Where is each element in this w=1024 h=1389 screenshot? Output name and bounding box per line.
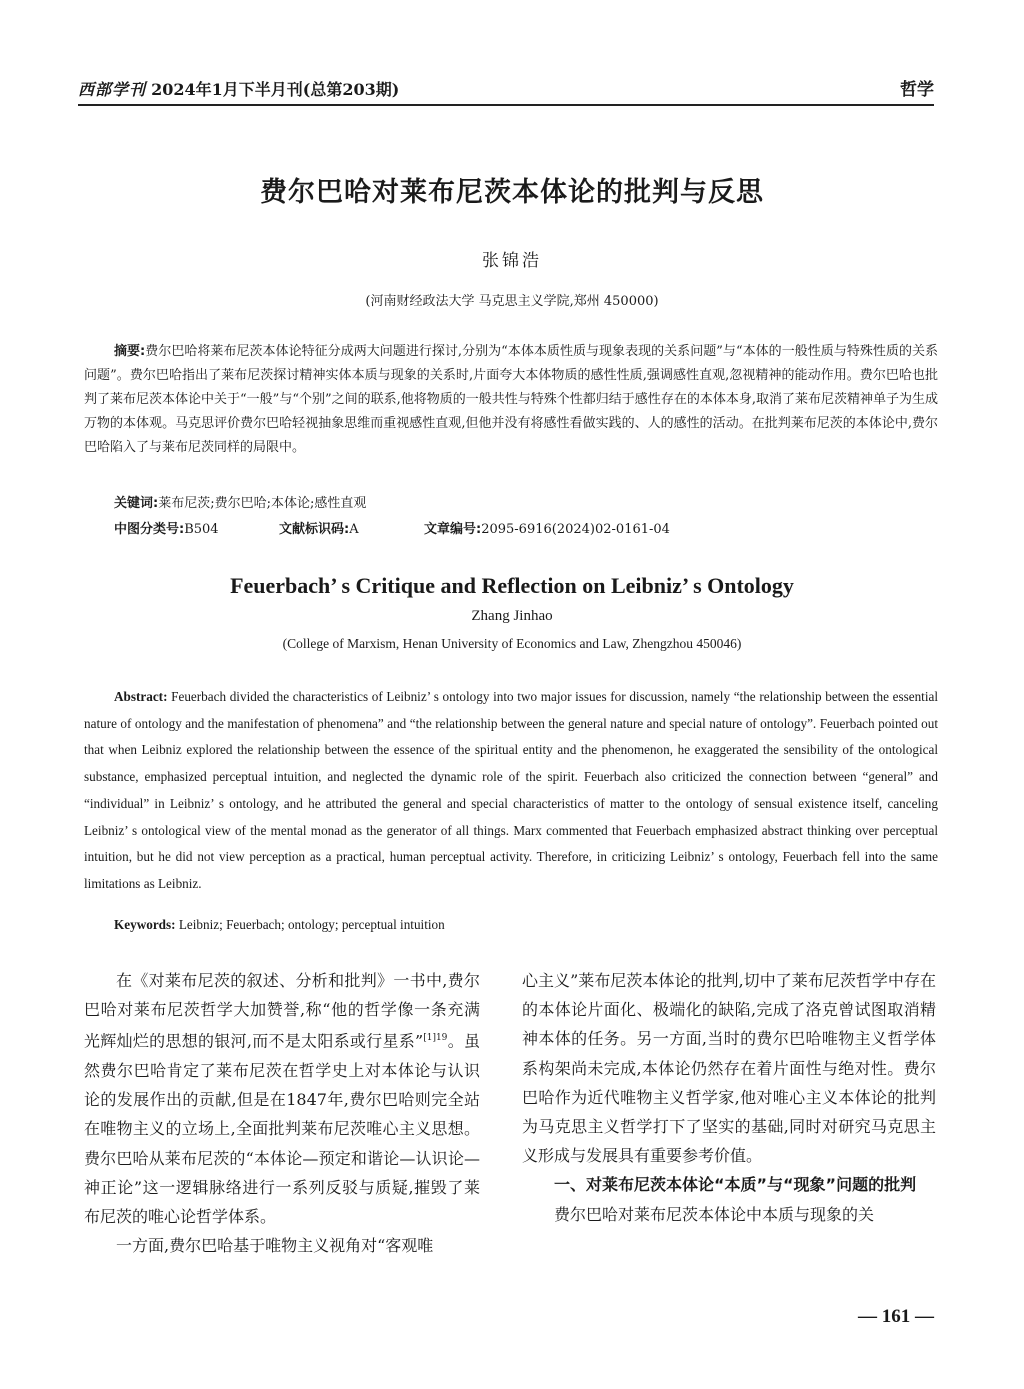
- article-value: 2095-6916(2024)02-0161-04: [481, 522, 670, 537]
- abstract-en: [84, 684, 938, 898]
- body-paragraph: 费尔巴哈对莱布尼茨本体论中本质与现象的关: [554, 1204, 875, 1224]
- affiliation-cn: (河南财经政法大学 马克思主义学院,郑州 450000): [365, 294, 659, 309]
- section-heading: 一、对莱布尼茨本体论“本质”与“现象”问题的批判: [554, 1175, 917, 1195]
- paper-title-cn: 费尔巴哈对莱布尼茨本体论的批判与反思: [260, 177, 764, 208]
- clc-label: 中图分类号:: [114, 522, 185, 537]
- doc-label: 文献标识码:: [279, 522, 350, 537]
- body-column-left: [84, 966, 480, 1260]
- citation: [1]19: [423, 1033, 448, 1044]
- paper-title-en: Feuerbach’ s Critique and Reflection on Leibniz’ s Ontology: [230, 573, 794, 598]
- issue-info: 2024年1月下半月刊(总第203期): [151, 80, 400, 99]
- keywords-cn: [114, 493, 938, 515]
- doc-code: [279, 519, 424, 541]
- abstract-cn-label: 摘要:: [114, 344, 146, 359]
- section-label: 哲学: [900, 80, 934, 100]
- running-header: [78, 70, 934, 106]
- classification-row: [114, 519, 938, 541]
- body-column-right: [522, 966, 936, 1229]
- keywords-en-label: Keywords:: [114, 917, 176, 932]
- body-paragraph: 一方面,费尔巴哈基于唯物主义视角对“客观唯: [116, 1236, 434, 1256]
- paragraph-text: 在《对莱布尼茨的叙述、分析和批判》一书中,费尔巴哈对莱布尼茨哲学大加赞誉,称“他的哲学像一条充满光辉灿烂的思想的银河,而不是太阳系或行星系”: [84, 971, 480, 1051]
- page-number: — 161 —: [858, 1306, 934, 1327]
- article-label: 文章编号:: [424, 522, 482, 537]
- abstract-cn-text: 费尔巴哈将莱布尼茨本体论特征分成两大问题进行探讨,分别为“本体本质性质与现象表现的关系问题”与“本体的一般性质与特殊性质的关系问题”。费尔巴哈指出了莱布尼茨探讨精神实体本质与现象的关系时,片面夸大本体物质的感性性质,强调感性直观,忽视精神的能动作用。费尔巴哈也批判了莱布尼茨本体论中关于“一般”与“个别”之间的联系,他将物质的一般共性与特殊个性都归结于感性存在的本体本身,取消了莱布尼茨精神单子为生成万物的本体观。马克思评价费尔巴哈轻视抽象思维而重视感性直观,但他并没有将感性看做实践的、人的感性的活动。在批判莱布尼茨的本体论中,费尔巴哈陷入了与莱布尼茨同样的局限中。: [84, 344, 939, 455]
- journal-name: 西部学刊: [78, 80, 147, 99]
- keywords-en-text: Leibniz; Feuerbach; ontology; perceptual intuition: [178, 917, 445, 932]
- clc-value: B504: [184, 522, 219, 537]
- keywords-cn-text: 莱布尼茨;费尔巴哈;本体论;感性直观: [158, 496, 367, 511]
- article-number: [424, 519, 670, 541]
- author-en: Zhang Jinhao: [471, 608, 553, 624]
- clc-code: [114, 519, 279, 541]
- affiliation-en: (College of Marxism, Henan University of Economics and Law, Zhengzhou 450046): [282, 636, 742, 651]
- author-cn: 张锦浩: [482, 251, 542, 271]
- body-paragraph: [84, 966, 480, 1231]
- body-paragraph: 心主义”莱布尼茨本体论的批判,切中了莱布尼茨哲学中存在的本体论片面化、极端化的缺陷,完成了洛克曾试图取消精神本体的任务。另一方面,当时的费尔巴哈唯物主义哲学体系构架尚未完成,本体论仍然存在着片面性与绝对性。费尔巴哈作为近代唯物主义哲学家,他对唯心主义本体论的批判为马克思主义哲学打下了坚实的基础,同时对研究马克思主义形成与发展具有重要参考价值。: [522, 971, 936, 1166]
- paragraph-text: 。虽然费尔巴哈肯定了莱布尼茨在哲学史上对本体论与认识论的发展作出的贡献,但是在1847年,费尔巴哈则完全站在唯物主义的立场上,全面批判莱布尼茨唯心主义思想。费尔巴哈从莱布尼茨的“本体论—预定和谐论—认识论—神正论”这一逻辑脉络进行一系列反驳与质疑,摧毁了莱布尼茨的唯心论哲学体系。: [84, 1031, 480, 1226]
- abstract-en-label: Abstract:: [114, 689, 168, 704]
- abstract-cn: [84, 340, 938, 460]
- keywords-cn-label: 关键词:: [114, 496, 159, 511]
- keywords-en: [114, 917, 938, 933]
- abstract-en-text: Feuerbach divided the characteristics of Leibniz’ s ontology into two major issues for discussion, namely “the relationship between the essential nature of ontology and the manifestation of phenomena” and “the relationship between the general nature and special nature of ontology”. Feuerbach pointed out that when Leibniz explored the relationship between the essence of the spiritual entity and the phenomenon, he exaggerated the sensibility of the ontological substance, emphasized perceptual intuition, and neglected the dynamic role of the spirit. Feuerbach also criticized the connection between “general” and “individual” in Leibniz’ s ontology, and he attributed the general and special characteristics of matter to the ontology of sensual existence itself, canceling Leibniz’ s ontological view of the mental monad as the generator of all things. Marx commented that Feuerbach emphasized abstract thinking over perceptual intuition, but he did not view perception as a practical, human perceptual activity. Therefore, in criticizing Leibniz’ s ontology, Feuerbach fell into the same limitations as Leibniz.: [84, 689, 939, 891]
- doc-value: A: [349, 522, 359, 537]
- header-left: [78, 77, 399, 100]
